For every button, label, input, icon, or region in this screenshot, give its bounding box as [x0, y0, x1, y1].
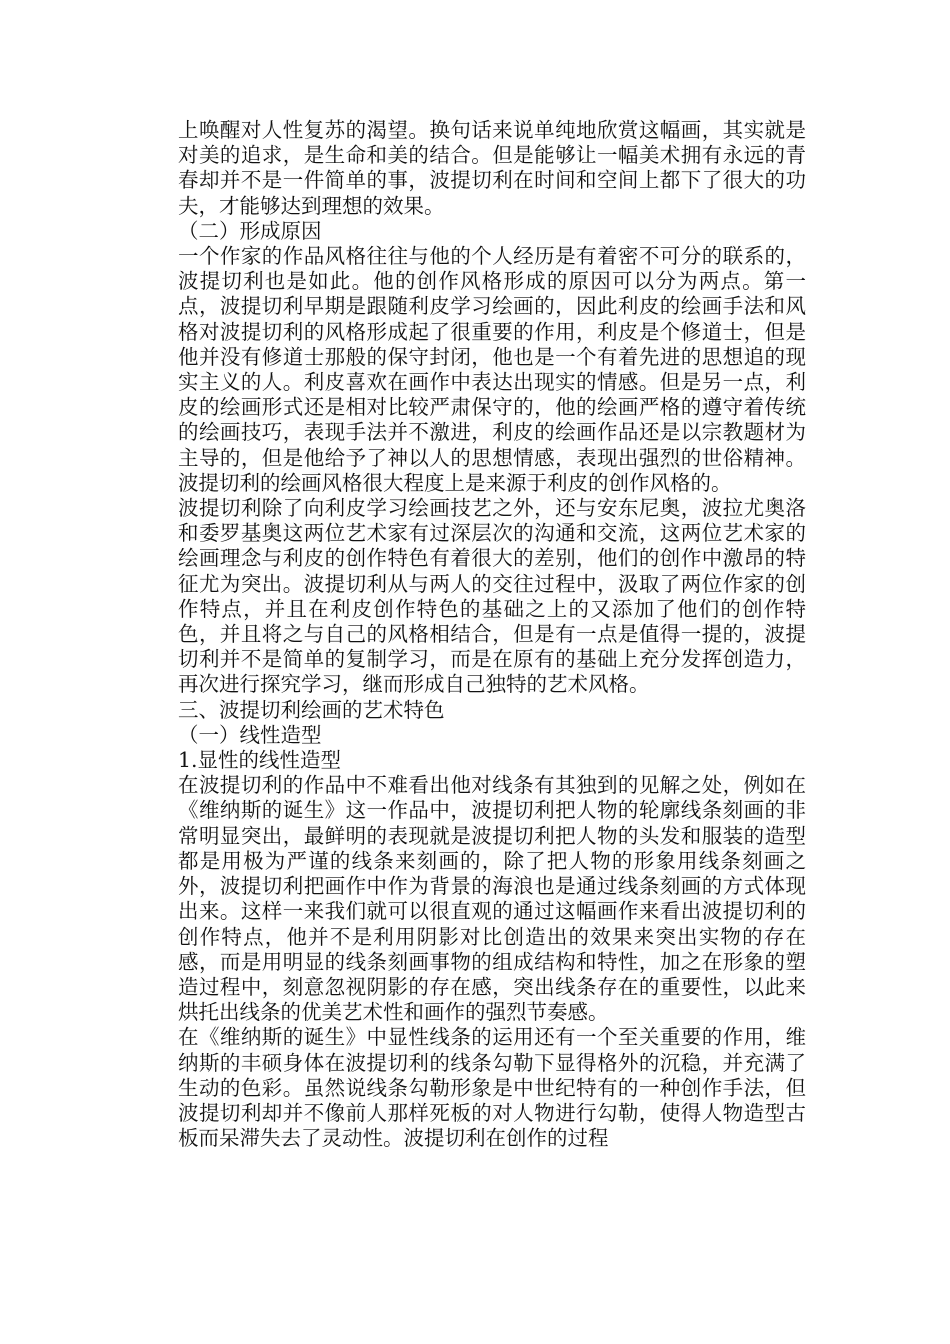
section-heading: （一）线性造型 [178, 722, 322, 747]
section-heading: （二）形成原因 [178, 218, 322, 243]
paragraph-body: 在波提切利的作品中不难看出他对线条有其独到的见解之处，例如在《维纳斯的诞生》这一作品中，波提切利把人物的轮廓线条刻画的非常明显突出，最鲜明的表现就是波提切利把人物的头发和服装的造型都是用极为严谨的线条来刻画的，除了把人物的形象用线条刻画之外，波提切利把画作中作为背景的海浪也是通过线条刻画的方式体现出来。这样一来我们就可以很直观的通过这幅画作来看出波提切利的创作特点，他并不是利用阴影对比创造出的效果来突出实物的存在感，而是用明显的线条刻画事物的组成结构和特性，加之在形象的塑造过程中，刻意忽视阴影的存在感，突出线条存在的重要性，以此来烘托出线条的优美艺术性和画作的强烈节奏感。 [178, 773, 806, 1025]
document-body [178, 118, 806, 1151]
paragraph-body: 波提切利除了向利皮学习绘画技艺之外，还与安东尼奥，波拉尤奥洛和委罗基奥这两位艺术家有过深层次的沟通和交流，这两位艺术家的绘画理念与利皮的创作特色有着很大的差别，他们的创作中激昂的特征尤为突出。波提切利从与两人的交往过程中，汲取了两位作家的创作特点，并且在利皮创作特色的基础之上的又添加了他们的创作特色，并且将之与自己的风格相结合，但是有一点是值得一提的，波提切利并不是简单的复制学习，而是在原有的基础上充分发挥创造力，再次进行探究学习，继而形成自己独特的艺术风格。 [178, 496, 806, 697]
paragraph-body: 在《维纳斯的诞生》中显性线条的运用还有一个至关重要的作用，维纳斯的丰硕身体在波提切利的线条勾勒下显得格外的沉稳，并充满了生动的色彩。虽然说线条勾勒形象是中世纪特有的一种创作手法，但波提切利却并不像前人那样死板的对人物进行勾勒，使得人物造型古板而呆滞失去了灵动性。波提切利在创作的过程 [178, 1025, 806, 1151]
paragraph-body: 上唤醒对人性复苏的渴望。换句话来说单纯地欣赏这幅画，其实就是对美的追求，是生命和美的结合。但是能够让一幅美术拥有永远的青春却并不是一件简单的事，波提切利在时间和空间上都下了很大的功夫，才能够达到理想的效果。 [178, 118, 806, 218]
subsection-heading: 1.显性的线性造型 [178, 748, 342, 773]
paragraph-body: 一个作家的作品风格往往与他的个人经历是有着密不可分的联系的，波提切利也是如此。他的创作风格形成的原因可以分为两点。第一点，波提切利早期是跟随利皮学习绘画的，因此利皮的绘画手法和风格对波提切利的风格形成起了很重要的作用，利皮是个修道士，但是他并没有修道士那般的保守封闭，他也是一个有着先进的思想追的现实主义的人。利皮喜欢在画作中表达出现实的情感。但是另一点，利皮的绘画形式还是相对比较严肃保守的，他的绘画严格的遵守着传统的绘画技巧，表现手法并不激进，利皮的绘画作品还是以宗教题材为主导的，但是他给予了神以人的思想情感，表现出强烈的世俗精神。波提切利的绘画风格很大程度上是来源于利皮的创作风格的。 [178, 244, 806, 495]
chapter-heading: 三、波提切利绘画的艺术特色 [178, 697, 445, 722]
